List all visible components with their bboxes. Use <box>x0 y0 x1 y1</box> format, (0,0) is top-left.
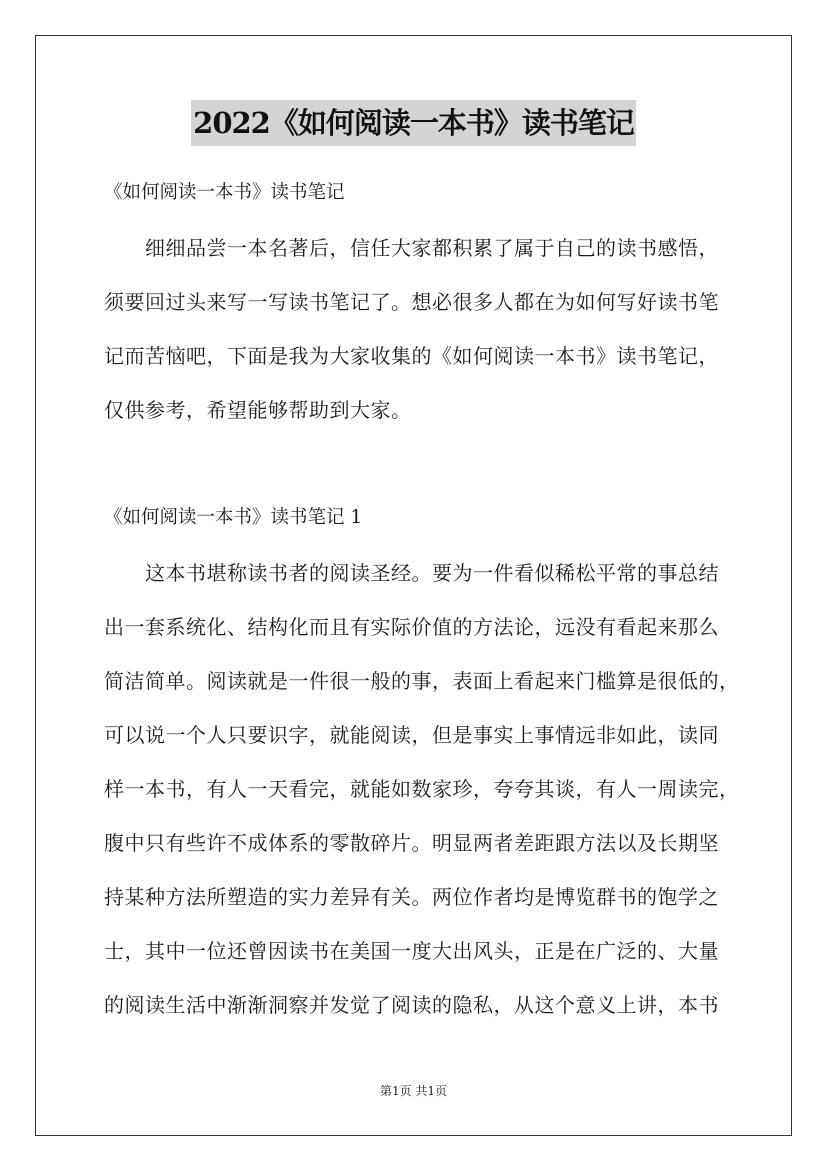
paragraph-line: 细细品尝一本名著后，信任大家都积累了属于自己的读书感悟， <box>145 236 719 260</box>
document-title: 2022《如何阅读一本书》读书笔记 <box>191 100 636 146</box>
paragraph-line: 士，其中一位还曾因读书在美国一度大出风头，正是在广泛的、大量 <box>104 939 719 963</box>
paragraph-line: 腹中只有些许不成体系的零散碎片。明显两者差距跟方法以及长期坚 <box>104 831 719 855</box>
paragraph-line: 出一套系统化、结构化而且有实际价值的方法论，远没有看起来那么 <box>104 615 719 639</box>
paragraph-line: 简洁简单。阅读就是一件很一般的事，表面上看起来门槛算是很低的， <box>104 669 740 693</box>
paragraph-line: 须要回过头来写一写读书笔记了。想必很多人都在为如何写好读书笔 <box>104 290 719 314</box>
page-footer: 第1页 共1页 <box>379 1084 448 1098</box>
paragraph-line: 的阅读生活中渐渐洞察并发觉了阅读的隐私，从这个意义上讲，本书 <box>104 993 719 1017</box>
title-container <box>0 100 827 146</box>
paragraph-line: 这本书堪称读书者的阅读圣经。要为一件看似稀松平常的事总结 <box>145 561 719 585</box>
section-heading: 《如何阅读一本书》读书笔记 <box>104 182 345 203</box>
paragraph-line: 仅供参考，希望能够帮助到大家。 <box>104 398 412 422</box>
paragraph-line: 样一本书，有人一天看完，就能如数家珍，夸夸其谈，有人一周读完， <box>104 777 740 801</box>
paragraph-line: 可以说一个人只要识字，就能阅读，但是事实上事情远非如此，读同 <box>104 723 719 747</box>
paragraph-line: 持某种方法所塑造的实力差异有关。两位作者均是博览群书的饱学之 <box>104 885 719 909</box>
paragraph-line: 记而苦恼吧，下面是我为大家收集的《如何阅读一本书》读书笔记， <box>104 344 719 368</box>
section-heading: 《如何阅读一本书》读书笔记 1 <box>104 507 363 528</box>
